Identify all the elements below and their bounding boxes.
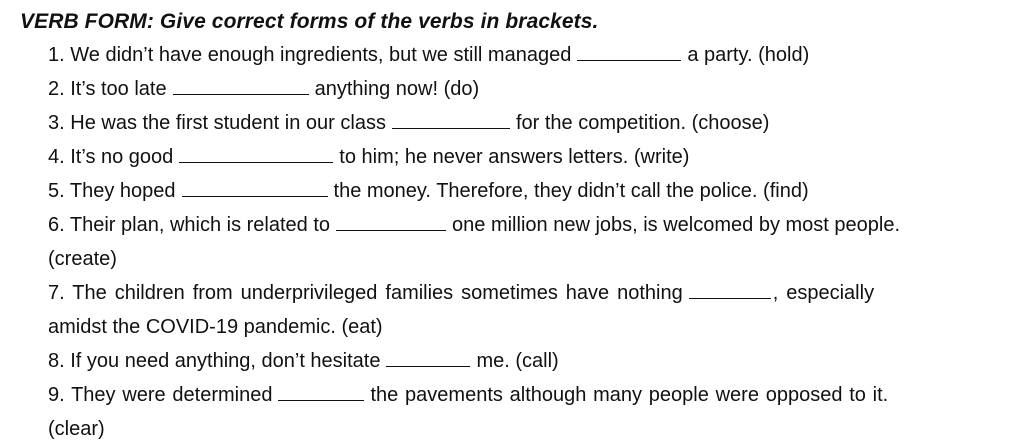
exercise-item-6-continuation — [20, 242, 994, 276]
item-number: 6. — [48, 214, 65, 236]
exercise-item-7-continuation — [20, 310, 994, 344]
item-text-after: for the competition. (choose) — [515, 112, 770, 134]
exercise-item-4 — [20, 140, 994, 174]
item-text-before: The children from underprivileged families sometimes have nothing — [72, 282, 683, 304]
item-text-before: Their plan, which is related to — [69, 214, 331, 236]
item-text-after: a party. (hold) — [687, 44, 810, 66]
answer-blank[interactable] — [336, 214, 446, 231]
item-number: 3. — [48, 112, 65, 134]
item-text-after: anything now! (do) — [314, 78, 480, 100]
answer-blank[interactable] — [182, 180, 328, 197]
item-text-before: We didn’t have enough ingredients, but we still managed — [70, 44, 572, 66]
answer-blank[interactable] — [689, 282, 771, 299]
item-text-before: They hoped — [69, 180, 176, 202]
item-text-before: It’s no good — [70, 146, 174, 168]
answer-blank[interactable] — [577, 44, 681, 61]
answer-blank[interactable] — [278, 384, 364, 401]
item-text-after: one million new jobs, is welcomed by most people. — [452, 214, 901, 236]
exercise-heading: VERB FORM: Give correct forms of the verbs in brackets. — [20, 10, 599, 33]
exercise-item-2 — [20, 72, 994, 106]
item-continuation: (clear) — [48, 418, 105, 440]
item-number: 9. — [48, 384, 65, 406]
answer-blank[interactable] — [392, 112, 510, 129]
exercise-item-1 — [20, 38, 994, 72]
item-continuation: (create) — [48, 248, 117, 270]
item-text-after: the money. Therefore, they didn’t call the police. (find) — [333, 180, 809, 202]
item-text-before: If you need anything, don’t hesitate — [70, 350, 381, 372]
exercise-item-9-continuation — [20, 412, 994, 446]
exercise-item-8 — [20, 344, 994, 378]
item-number: 1. — [48, 44, 65, 66]
answer-blank[interactable] — [386, 350, 470, 367]
item-number: 2. — [48, 78, 65, 100]
exercise-item-7 — [20, 276, 994, 310]
item-text-after: to him; he never answers letters. (write) — [339, 146, 690, 168]
answer-blank[interactable] — [173, 78, 309, 95]
item-number: 5. — [48, 180, 65, 202]
exercise-item-9 — [20, 378, 994, 412]
item-text-after: , especially — [772, 282, 875, 304]
item-number: 8. — [48, 350, 65, 372]
item-continuation: amidst the COVID-19 pandemic. (eat) — [48, 316, 383, 338]
exercise-item-5 — [20, 174, 994, 208]
item-text-before: He was the first student in our class — [70, 112, 386, 134]
item-number: 4. — [48, 146, 65, 168]
item-number: 7. — [48, 282, 65, 304]
item-text-after: me. (call) — [476, 350, 559, 372]
item-text-before: It’s too late — [70, 78, 167, 100]
exercise-item-3 — [20, 106, 994, 140]
answer-blank[interactable] — [179, 146, 333, 163]
exercise-item-6 — [20, 208, 994, 242]
item-text-before: They were determined — [71, 384, 273, 406]
item-text-after: the pavements although many people were opposed to it. — [370, 384, 889, 406]
